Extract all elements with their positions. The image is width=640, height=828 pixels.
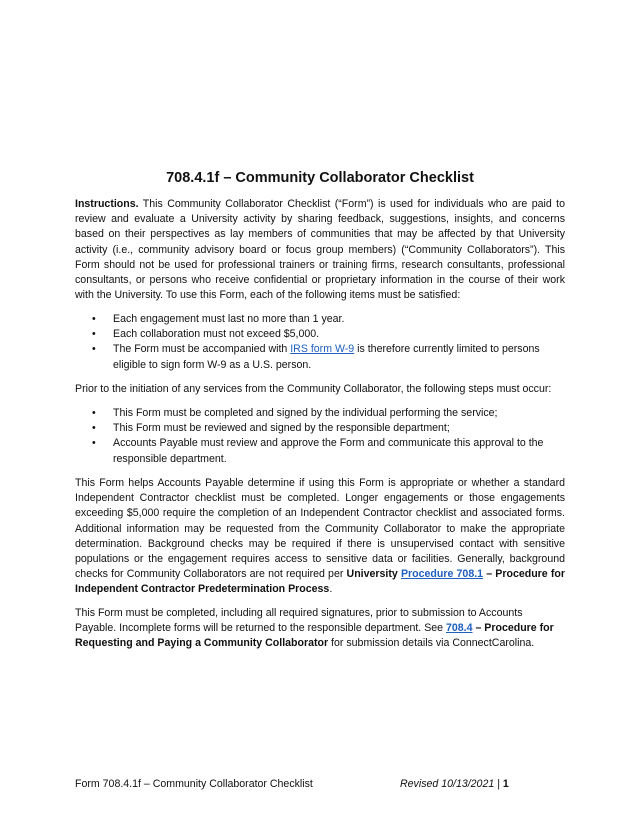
accounts-payable-section [75, 476, 565, 598]
steps-list-section [75, 406, 565, 467]
accounts-payable-paragraph [75, 476, 565, 598]
list-item [75, 312, 565, 327]
prior-paragraph: Prior to the initiation of any services from the Community Collaborator, the following steps must occur: [75, 383, 552, 395]
bullet-icon: • [92, 437, 96, 450]
bullet-icon: • [92, 313, 96, 325]
list-item-text: Each collaboration must not exceed $5,000. [113, 328, 320, 341]
list-item-text: Accounts Payable must review and approve the Form and communicate this approval to the responsible department. [113, 437, 544, 465]
instructions-paragraph [75, 197, 565, 303]
instructions-text: This Community Collaborator Checklist (“Form”) is used for individuals who are paid to review and evaluate a University activity by sharing feedback, suggestions, insights, and concerns based on their perspectives as lay members of communities that may be affected by that University activity (i.e., community advisory board or focus group members) (“Community Collaborators”). This Form should not be used for professional trainers or training firms, research consultants, professional consultants, or persons who receive confidential or proprietary information in the course of their work with the University. To use this Form, each of the following items must be satisfied: [75, 198, 565, 302]
irs-form-w9-link[interactable]: IRS form W-9 [290, 343, 355, 356]
paragraph-text: This Form helps Accounts Payable determine if using this Form is appropriate or whether a standard Independent Contractor checklist must be completed. Longer engagements or those engagements exceeding $5,000 require the completion of an Independent Contractor checklist and associated forms. Additional information may be requested from the Community Collaborator to make the appropriate determination. Background checks may be required if there is unsupervised contact with sensitive populations or the engagement requires access to sensitive data or facilities. Generally, background checks for Community Collaborators are not required per [75, 477, 565, 581]
instructions-label: Instructions. [75, 198, 139, 210]
bullet-icon: • [92, 407, 96, 419]
bullet-icon: • [92, 422, 96, 435]
list-item-text: This Form must be reviewed and signed by the responsible department; [113, 422, 450, 435]
paragraph-text: This Form must be completed, including all required signatures, prior to submission to Accounts Payable. Incomplete forms will be returned to the responsible department. See [75, 607, 523, 635]
requirements-list-section [75, 312, 565, 373]
bullet-icon: • [92, 328, 96, 341]
footer-page-number: 1 [502, 778, 509, 790]
list-item [75, 421, 565, 436]
requirements-list [75, 312, 565, 373]
page-title: 708.4.1f – Community Collaborator Checklist [166, 170, 474, 186]
procedure-708-4-link[interactable]: 708.4 [445, 622, 473, 635]
procedure-title-text: – Procedure for Requesting and Paying a Community Collaborator [75, 622, 554, 650]
list-item [75, 327, 565, 342]
list-item [75, 436, 565, 466]
list-item-text: The Form must be accompanied with [113, 343, 291, 356]
submission-paragraph [75, 606, 565, 652]
list-item [75, 406, 565, 421]
steps-list [75, 406, 565, 467]
procedure-708-1-link[interactable]: Procedure 708.1 [400, 568, 484, 581]
footer-revised-date: Revised 10/13/2021 | [400, 778, 503, 790]
prior-section [75, 382, 565, 397]
paragraph-bold-text: University [346, 568, 401, 581]
list-item-text: This Form must be completed and signed by the individual performing the service; [113, 407, 498, 419]
list-item-text: Each engagement must last no more than 1 year. [113, 313, 345, 325]
paragraph-end: for submission details via ConnectCarolina. [328, 637, 535, 650]
instructions-section [75, 197, 565, 303]
footer-form-name: Form 708.4.1f – Community Collaborator Checklist [75, 778, 313, 790]
paragraph-end: . [329, 583, 333, 596]
procedure-title-text: – Procedure for Independent Contractor Predetermination Process [75, 568, 565, 596]
list-item [75, 342, 565, 372]
list-item-text-continued: is therefore currently limited to persons eligible to sign form W-9 as a U.S. person. [113, 343, 540, 371]
footer-revision [400, 778, 509, 790]
submission-section [75, 606, 565, 652]
bullet-icon: • [92, 343, 96, 356]
